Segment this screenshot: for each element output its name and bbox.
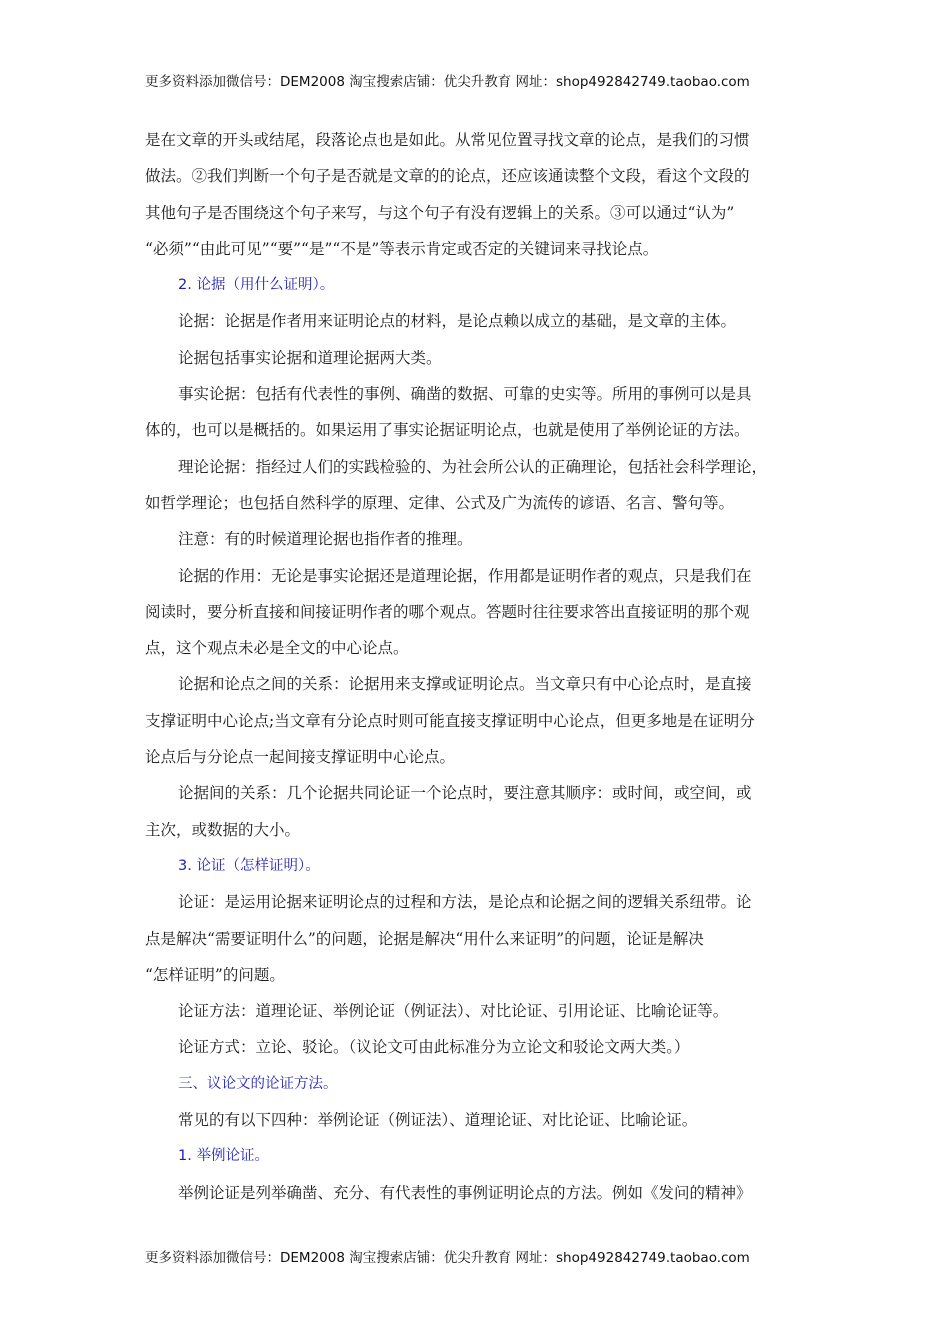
body-line: 论证方式：立论、驳论。（议论文可由此标准分为立论文和驳论文两大类。） [178, 1038, 690, 1057]
body-line: 体的，也可以是概括的。如果运用了事实论据证明论点，也就是使用了举例论证的方法。 [145, 421, 750, 440]
body-line: 做法。②我们判断一个句子是否就是文章的的论点，还应该通读整个文段，看这个文段的 [145, 167, 750, 186]
body-line: 阅读时，要分析直接和间接证明作者的哪个观点。答题时往往要求答出直接证明的那个观 [145, 602, 750, 621]
body-line: “必须”“由此可见”“要”“是”“不是”等表示肯定或否定的关键词来寻找论点。 [145, 239, 659, 258]
body-line: 论点后与分论点一起间接支撑证明中心论点。 [145, 748, 456, 767]
page-header: 更多资料添加微信号：DEM2008 淘宝搜索店铺：优尖升教育 网址：shop492842749.taobao.com [145, 74, 750, 90]
body-line: 论证：是运用论据来证明论点的过程和方法，是论点和论据之间的逻辑关系纽带。论 [178, 893, 752, 912]
body-line: 主次，或数据的大小。 [145, 820, 301, 839]
body-line: 常见的有以下四种：举例论证（例证法）、道理论证、对比论证、比喻论证。 [178, 1111, 698, 1130]
body-line: 论证方法：道理论证、举例论证（例证法）、对比论证、引用论证、比喻论证等。 [178, 1002, 729, 1021]
body-line: 其他句子是否围绕这个句子来写，与这个句子有没有逻辑上的关系。③可以通过“认为” [145, 203, 735, 222]
body-line: 如哲学理论；也包括自然科学的原理、定律、公式及广为流传的谚语、名言、警句等。 [145, 493, 735, 512]
body-line: 点，这个观点未必是全文的中心论点。 [145, 639, 409, 658]
page-footer: 更多资料添加微信号：DEM2008 淘宝搜索店铺：优尖升教育 网址：shop492842749.taobao.com [145, 1250, 750, 1266]
body-line: 论据的作用：无论是事实论据还是道理论据，作用都是证明作者的观点，只是我们在 [178, 566, 752, 585]
body-line: 论据间的关系：几个论据共同论证一个论点时，要注意其顺序：或时间，或空间，或 [178, 784, 752, 803]
section-heading-methods: 三、议论文的论证方法。 [178, 1075, 338, 1092]
section-heading-example-argument: 1. 举例论证。 [178, 1148, 269, 1165]
body-line: 论据：论据是作者用来证明论点的材料，是论点赖以成立的基础，是文章的主体。 [178, 312, 737, 331]
body-line: 事实论据：包括有代表性的事例、确凿的数据、可靠的史实等。所用的事例可以是具 [178, 385, 752, 404]
body-line: 注意：有的时候道理论据也指作者的推理。 [178, 530, 473, 549]
body-line: 点是解决“需要证明什么”的问题，论据是解决“用什么来证明”的问题，论证是解决 [145, 929, 704, 948]
body-line: “怎样证明”的问题。 [145, 965, 285, 984]
section-heading-evidence: 2. 论据（用什么证明）。 [178, 277, 335, 294]
section-heading-argumentation: 3. 论证（怎样证明）。 [178, 857, 320, 874]
body-line: 论据包括事实论据和道理论据两大类。 [178, 348, 442, 367]
document-body [145, 122, 805, 1211]
body-line: 理论论据：指经过人们的实践检验的、为社会所公认的正确理论，包括社会科学理论， [178, 457, 768, 476]
body-line: 是在文章的开头或结尾，段落论点也是如此。从常见位置寻找文章的论点，是我们的习惯 [145, 131, 750, 149]
body-line: 举例论证是列举确凿、充分、有代表性的事例证明论点的方法。例如《发问的精神》 [178, 1183, 752, 1202]
body-line: 支撑证明中心论点;当文章有分论点时则可能直接支撑证明中心论点，但更多地是在证明分 [145, 711, 755, 730]
body-line: 论据和论点之间的关系：论据用来支撑或证明论点。当文章只有中心论点时，是直接 [178, 675, 752, 694]
